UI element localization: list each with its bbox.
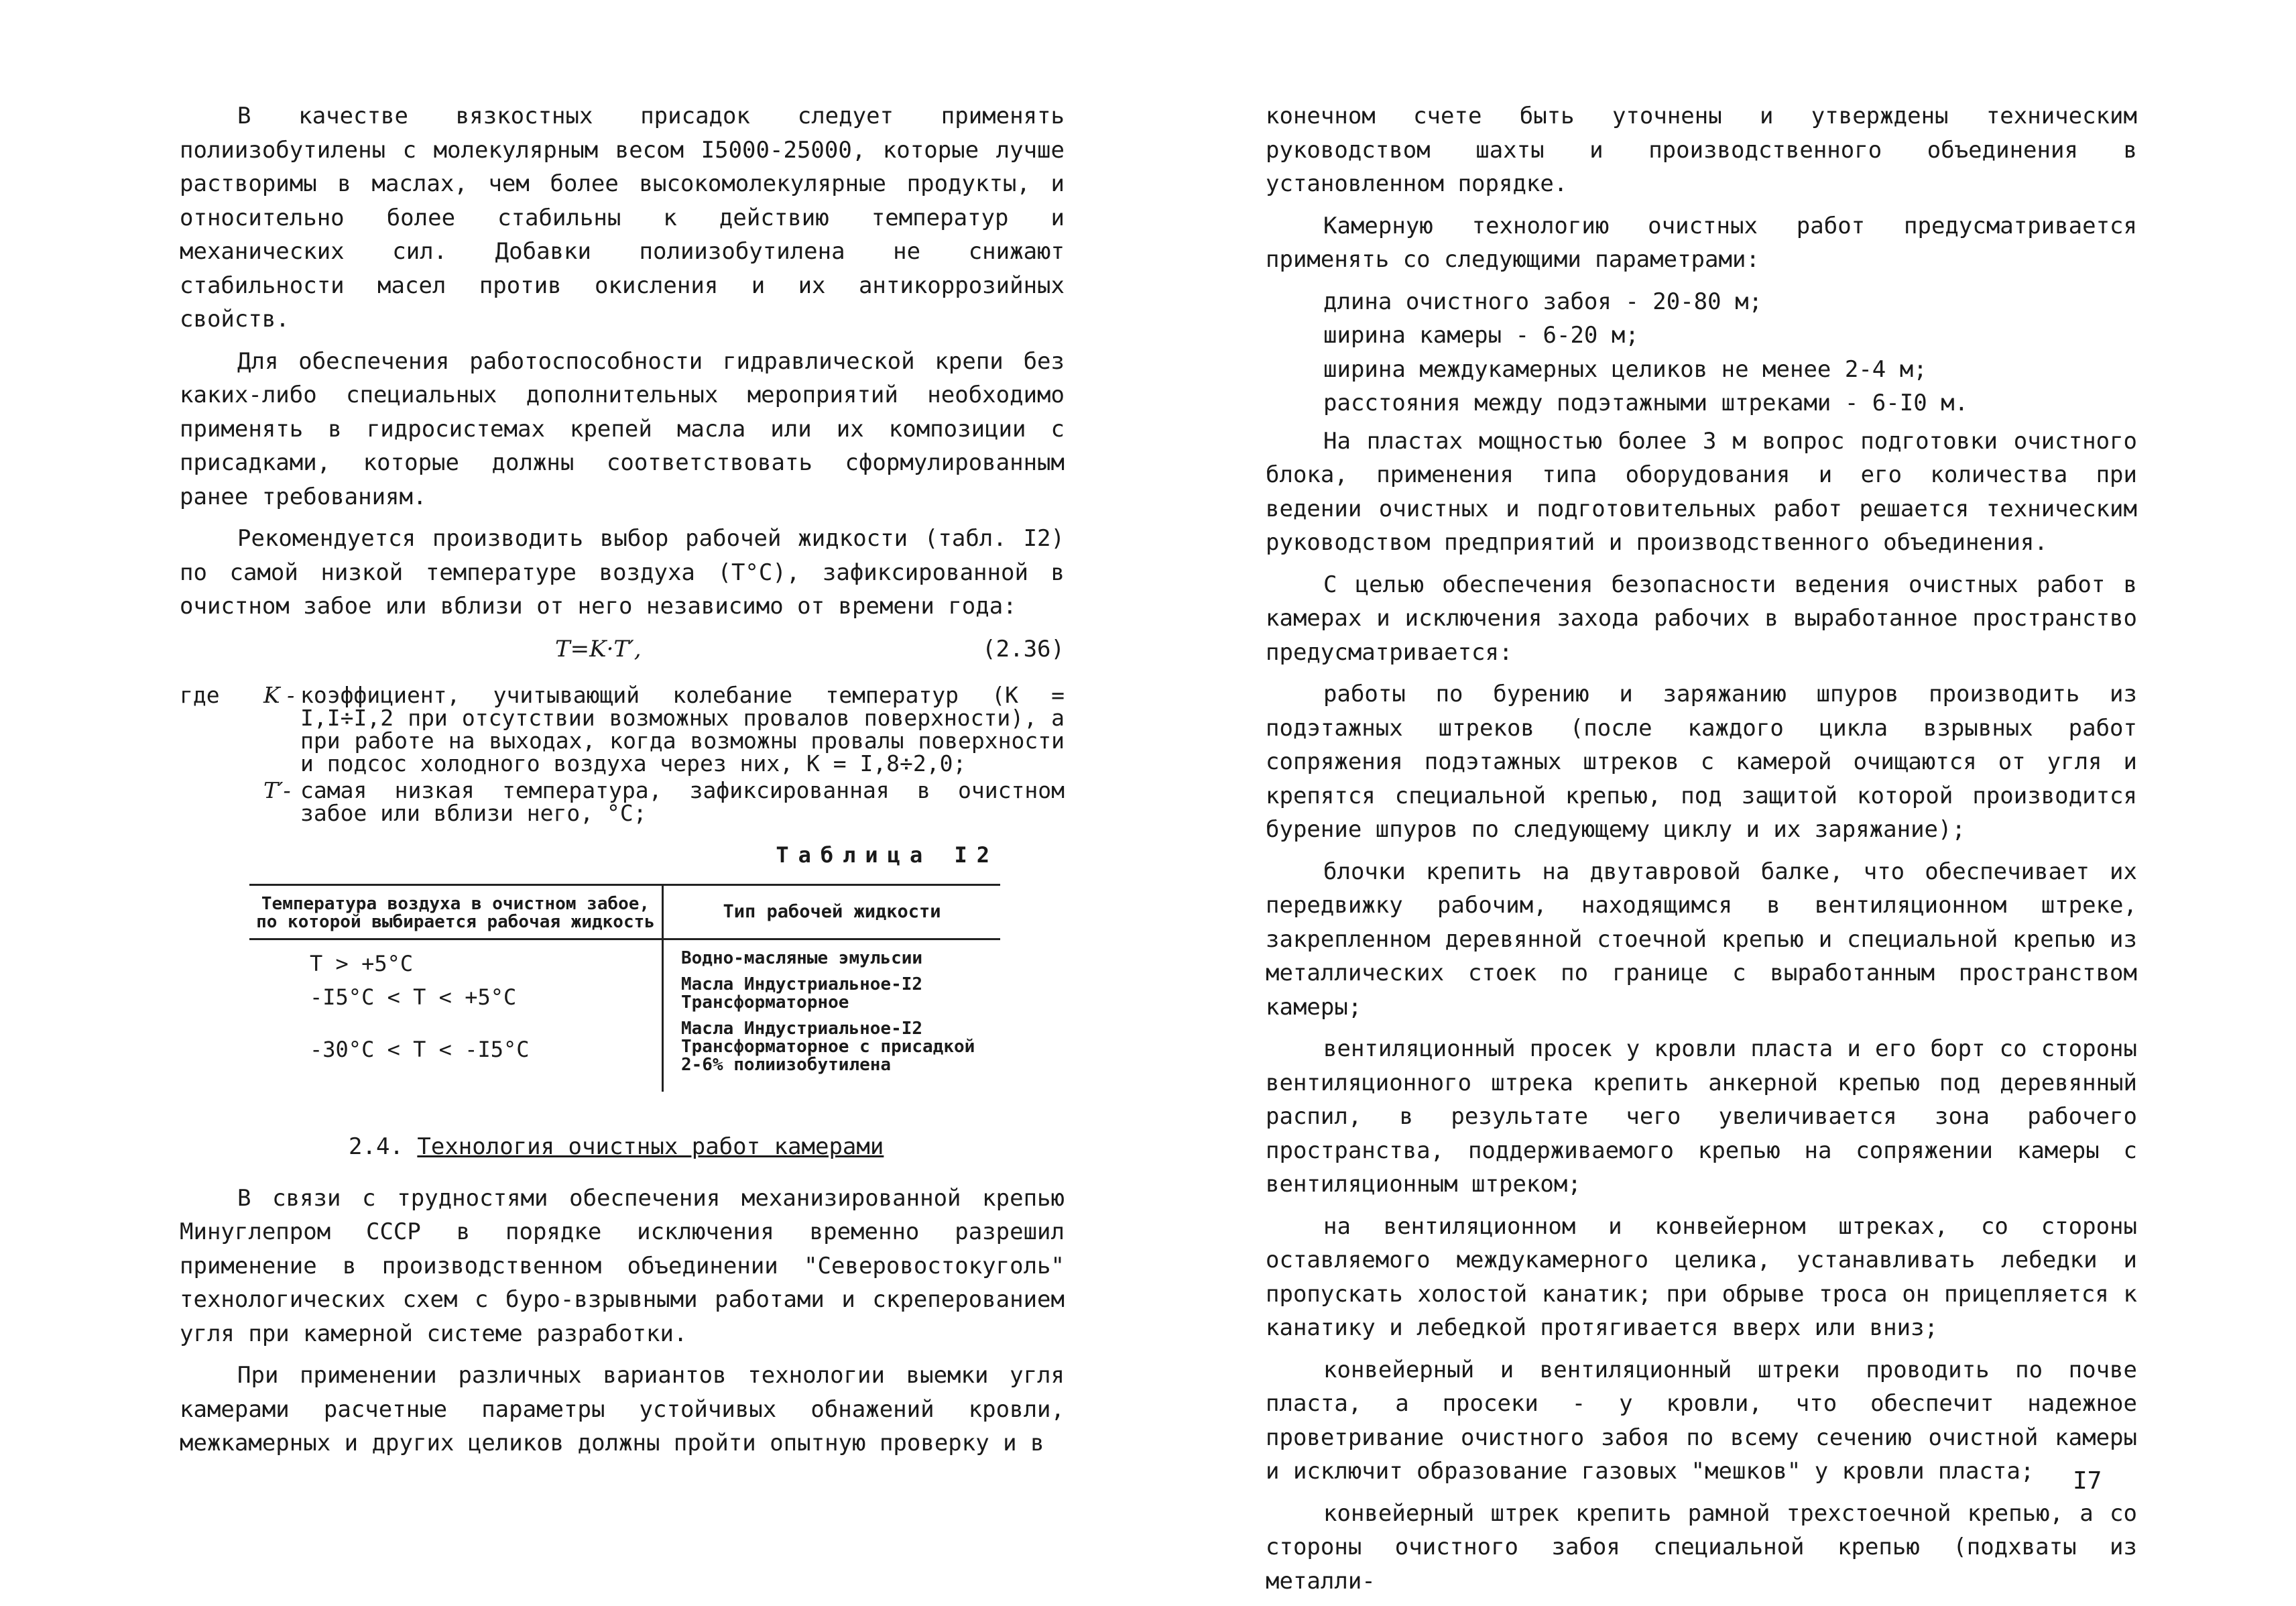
parameter-item: расстояния между подэтажными штреками - 6-I0 м. xyxy=(1323,390,1969,416)
legend-text: самая низкая температура, зафиксированная в очистном забое или вблизи него, °C; xyxy=(300,777,1065,826)
legend-symbol: K - xyxy=(263,681,295,708)
table-header-fluid: Тип рабочей жидкости xyxy=(723,901,941,922)
table-header xyxy=(249,886,1000,940)
table-cell: -30°C < T < -I5°C xyxy=(310,1036,530,1062)
list-paragraph: вентиляционный просек у кровли пласта и его борт со стороны вентиляционного штрека крепить анкерной крепью под деревянный распил, в результате чего увеличивается зона рабочего пространства, поддерживаемого крепью на сопряжении камеры с вентиляционным штреком; xyxy=(1266,1035,2137,1198)
table-caption: Таблица I2 xyxy=(776,842,999,868)
paragraph: При применении различных вариантов технологии выемки угля камерами расчетные параметры устойчивых обнажений кровли, межкамерных и других целиков должны пройти опытную проверку и в xyxy=(180,1362,1065,1456)
paragraph: Камерную технологию очистных работ предусматривается применять со следующими параметрами: xyxy=(1266,212,2137,273)
paragraph: С целью обеспечения безопасности ведения очистных работ в камерах и исключения захода рабочих в выработанное пространство предусматривается: xyxy=(1266,571,2137,666)
paragraph: Рекомендуется производить выбор рабочей жидкости (табл. I2) по самой низкой температуре воздуха (T°C), зафиксированной в очистном забое или вблизи от него независимо от времени года: xyxy=(180,525,1065,620)
section-number: 2.4. xyxy=(349,1133,404,1160)
section-title: Технология очистных работ камерами xyxy=(417,1133,884,1160)
parameter-item: ширина камеры - 6-20 м; xyxy=(1323,322,1639,349)
table-cell: Масла Индустриальное-I2 Трансформаторное xyxy=(681,974,923,1013)
legend-text: коэффициент, учитывающий колебание температур (K = I,I÷I,2 при отсутствии возможных провалов поверхности), а при работе на выходах, когда возможны провалы поверхности и подсос холодного воздуха через них, K = I,8÷2,0; xyxy=(300,681,1065,777)
list-paragraph: блочки крепить на двутавровой балке, что обеспечивает их передвижку рабочим, находящимся в вентиляционном штреке, закрепленном деревянной стоечной крепью и специальной крепью из металлических стоек по границе с выработанным пространством камеры; xyxy=(1266,858,2137,1021)
formula-number: (2.36) xyxy=(982,635,1065,663)
left-column xyxy=(180,99,1065,1469)
formula xyxy=(180,632,1065,673)
legend-label: где xyxy=(180,681,220,708)
table-cell: Водно-масляные эмульсии xyxy=(681,948,923,968)
paragraph: Для обеспечения работоспособности гидравлической крепи без каких-либо специальных дополнительных мероприятий необходимо применять в гидросистемах крепей масла или их композиции с присадками, которые должны соответствовать сформулированным ранее требованиям. xyxy=(180,347,1065,510)
table-body xyxy=(249,940,1000,1092)
right-column xyxy=(1266,99,2137,1606)
table-header-temperature: Температура воздуха в очистном забое, по которой выбирается рабочая жидкость xyxy=(249,886,664,938)
formula-expression: T=K·T′, xyxy=(555,635,642,663)
table-temperature-column xyxy=(249,940,664,1092)
formula-legend xyxy=(180,681,1065,826)
list-paragraph: конвейерный штрек крепить рамной трехстоечной крепью, а со стороны очистного забоя специальной крепью (подхваты из металли- xyxy=(1266,1499,2137,1595)
fluid-table xyxy=(249,884,1000,1092)
table-cell: T > +5°C xyxy=(310,950,414,976)
list-paragraph: конвейерный и вентиляционный штреки проводить по почве пласта, а просеки - у кровли, что обеспечит надежное проветривание очистного забоя по всему сечению очистной камеры и исключит образование газовых "мешков" у кровли пласта; xyxy=(1266,1356,2137,1485)
paragraph: На пластах мощностью более 3 м вопрос подготовки очистного блока, применения типа оборудования и его количества при ведении очистных и подготовительных работ решается техническим руководством предприятий и производственного объединения. xyxy=(1266,427,2137,556)
parameter-item: длина очистного забоя - 20-80 м; xyxy=(1323,288,1763,315)
legend-row-t xyxy=(180,779,1065,825)
legend-row-k xyxy=(180,681,1065,777)
page-number: I7 xyxy=(2073,1467,2102,1495)
section-heading xyxy=(180,1132,1065,1161)
parameter-item: ширина междукамерных целиков не менее 2-4 м; xyxy=(1323,355,1927,383)
paragraph: В связи с трудностями обеспечения механизированной крепью Минуглепром СССР в порядке исключения временно разрешил применение в производственном объединении "Северовостокуголь" технологических схем с буро-взрывными работами и скреперованием угля при камерной системе разработки. xyxy=(180,1184,1065,1347)
list-paragraph: работы по бурению и заряжанию шпуров производить из подэтажных штреков (после каждого цикла взрывных работ сопряжения подэтажных штреков с камерой очищаются от угля и крепятся специальной крепью, под защитой которой производится бурение шпуров по следующему циклу и их заряжание); xyxy=(1266,681,2137,843)
legend-symbol: T′- xyxy=(263,777,291,803)
paragraph: В качестве вязкостных присадок следует применять полиизобутилены с молекулярным весом I5000-25000, которые лучше растворимы в маслах, чем более высокомолекулярные продукты, и относительно более стабильны к действию температур и механических сил. Добавки полиизобутилена не снижают стабильности масел против окисления и их антикоррозийных свойств. xyxy=(180,103,1065,333)
table-fluid-column xyxy=(664,940,1000,1092)
list-paragraph: на вентиляционном и конвейерном штреках, со стороны оставляемого междукамерного целика, устанавливать лебедки и пропускать холостой канатик; при обрыве троса он прицепляется к канатику и лебедкой протягивается вверх или вниз; xyxy=(1266,1212,2137,1341)
paragraph: конечном счете быть уточнены и утверждены техническим руководством шахты и производственного объединения в установленном порядке. xyxy=(1266,103,2137,197)
table-cell: Масла Индустриальное-I2 Трансформаторное с присадкой 2-6% полиизобутилена xyxy=(681,1018,975,1075)
table-cell: -I5°C < T < +5°C xyxy=(310,984,517,1010)
